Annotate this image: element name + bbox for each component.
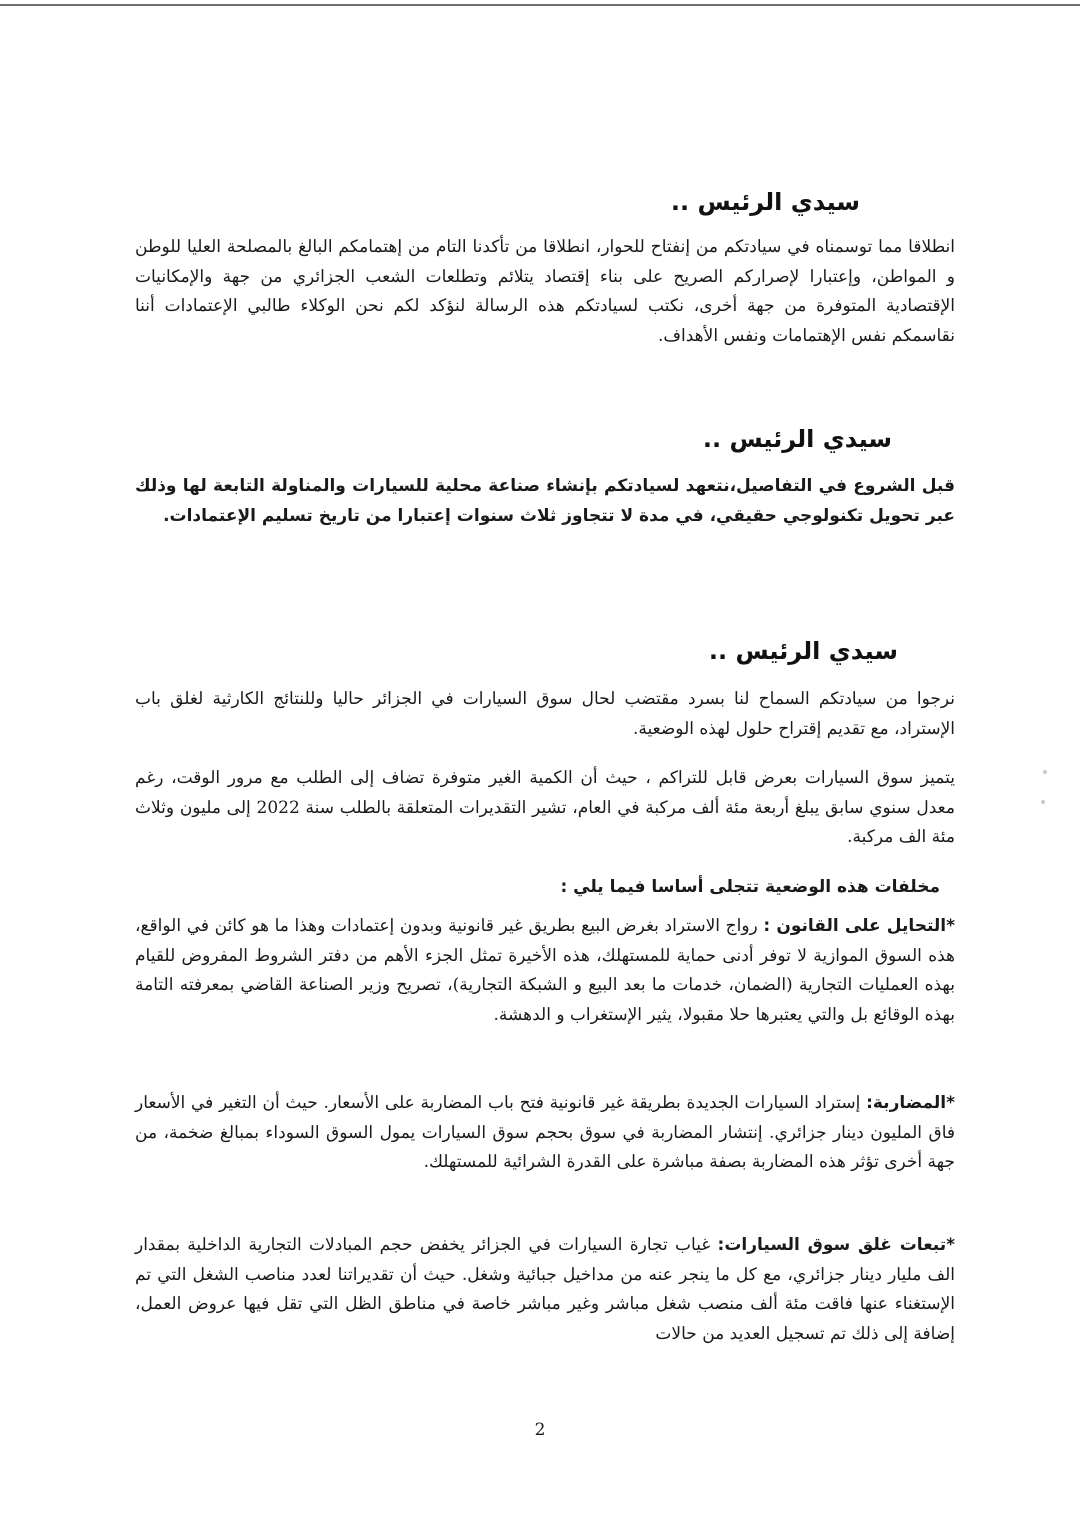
item-market-closure-body: غياب تجارة السيارات في الجزائر يخفض حجم المبادلات التجارية الداخلية بمقدار الف مليار دينار جزائري، مع كل ما ينجر عنه من مداخيل جبائية وشغل. حيث أن تقديراتنا لعدد مناصب الشغل التي تم الإستغناء عنها فاقت مئة ألف منصب شغل مباشر وغير مباشر خاصة في مناطق الظل التي تقل فيها عروض العمل، إضافة إلى ذلك تم تسجيل العديد من حالات — [135, 1235, 955, 1344]
heading-sir-president-2: سيدي الرئيس .. — [702, 425, 892, 453]
item-market-closure — [135, 1231, 955, 1349]
item-market-closure-text — [135, 1231, 955, 1349]
page-number: 2 — [534, 1420, 546, 1440]
item-speculation — [135, 1089, 955, 1178]
subheading-consequences — [135, 873, 940, 903]
margin-speck — [1043, 770, 1047, 774]
top-border-line — [0, 4, 1080, 6]
item-law-circumvention-label: *التحايل على القانون : — [763, 916, 956, 936]
margin-speck — [1041, 800, 1045, 804]
paragraph-intro — [135, 233, 955, 351]
heading-sir-president-1: سيدي الرئيس .. — [670, 188, 860, 216]
heading-sir-president-3: سيدي الرئيس .. — [708, 637, 898, 665]
item-speculation-text — [135, 1089, 955, 1178]
subheading-consequences-text: مخلفات هذه الوضعية تتجلى أساسا فيما يلي : — [560, 877, 940, 897]
paragraph-request-text: نرجوا من سيادتكم السماح لنا بسرد مقتضب لحال سوق السيارات في الجزائر حاليا وللنتائج الكارثية لغلق باب الإستراد، مع تقديم إقتراح حلول لهذه الوضعية. — [135, 689, 955, 739]
item-law-circumvention — [135, 912, 955, 1030]
paragraph-market-text: يتميز سوق السيارات بعرض قابل للتراكم ، حيث أن الكمية الغير متوفرة تضاف إلى الطلب مع مرور الوقت، رغم معدل سنوي سابق يبلغ أربعة مئة ألف مركبة في العام، تشير التقديرات المتعلقة بالطلب سنة 2022 إلى مليون وثلاث مئة الف مركبة. — [135, 768, 955, 847]
paragraph-commitment-text: قبل الشروع في التفاصيل،نتعهد لسيادتكم بإنشاء صناعة محلية للسيارات والمناولة التابعة لها وذلك عبر تحويل تكنولوجي حقيقي، في مدة لا تتجاوز ثلاث سنوات إعتبارا من تاريخ تسليم الإعتمادات. — [135, 476, 955, 526]
paragraph-request — [135, 685, 955, 744]
item-speculation-body: إستراد السيارات الجديدة بطريقة غير قانونية فتح باب المضاربة على الأسعار. حيث أن التغير في الأسعار فاق المليون دينار جزائري. إنتشار المضاربة في سوق بحجم سوق السيارات يمول السوق السوداء بمبالغ ضخمة، من جهة أخرى تؤثر هذه المضاربة بصفة مباشرة على القدرة الشرائية للمستهلك. — [135, 1093, 955, 1172]
item-law-circumvention-body: رواج الاستراد بغرض البيع بطريق غير قانونية وبدون إعتمادات وهذا ما هو كائن في الواقع، هذه السوق الموازية لا توفر أدنى حماية للمستهلك، هذه الأخيرة تمثل الجزء الأهم من دفتر الشروط المفروض للقيام بهذه العمليات التجارية (الضمان، خدمات ما بعد البيع و الشبكة التجارية)، تصريح وزير الصناعة القاضي بمعرفته التامة بهذه الوقائع بل والتي يعتبرها حلا مقبولا، يثير الإستغراب و الدهشة. — [135, 916, 955, 1025]
paragraph-intro-text: انطلاقا مما توسمناه في سيادتكم من إنفتاح للحوار، انطلاقا من تأكدنا التام من إهتمامكم البالغ بالمصلحة العليا للوطن و المواطن، وإعتبارا لإصراركم الصريح على بناء إقتصاد يتلائم وتطلعات الشعب الجزائري من جهة والإمكانيات الإقتصادية المتوفرة من جهة أخرى، نكتب لسيادتكم هذه الرسالة لنؤكد لكم نحن الوكلاء طالبي الإعتمادات أننا نقاسمكم نفس الإهتمامات ونفس الأهداف. — [135, 237, 955, 346]
item-law-circumvention-text — [135, 912, 955, 1030]
paragraph-commitment — [135, 472, 955, 531]
item-speculation-label: *المضاربة: — [866, 1093, 955, 1113]
item-market-closure-label: *تبعات غلق سوق السيارات: — [717, 1235, 955, 1255]
paragraph-market — [135, 764, 955, 853]
